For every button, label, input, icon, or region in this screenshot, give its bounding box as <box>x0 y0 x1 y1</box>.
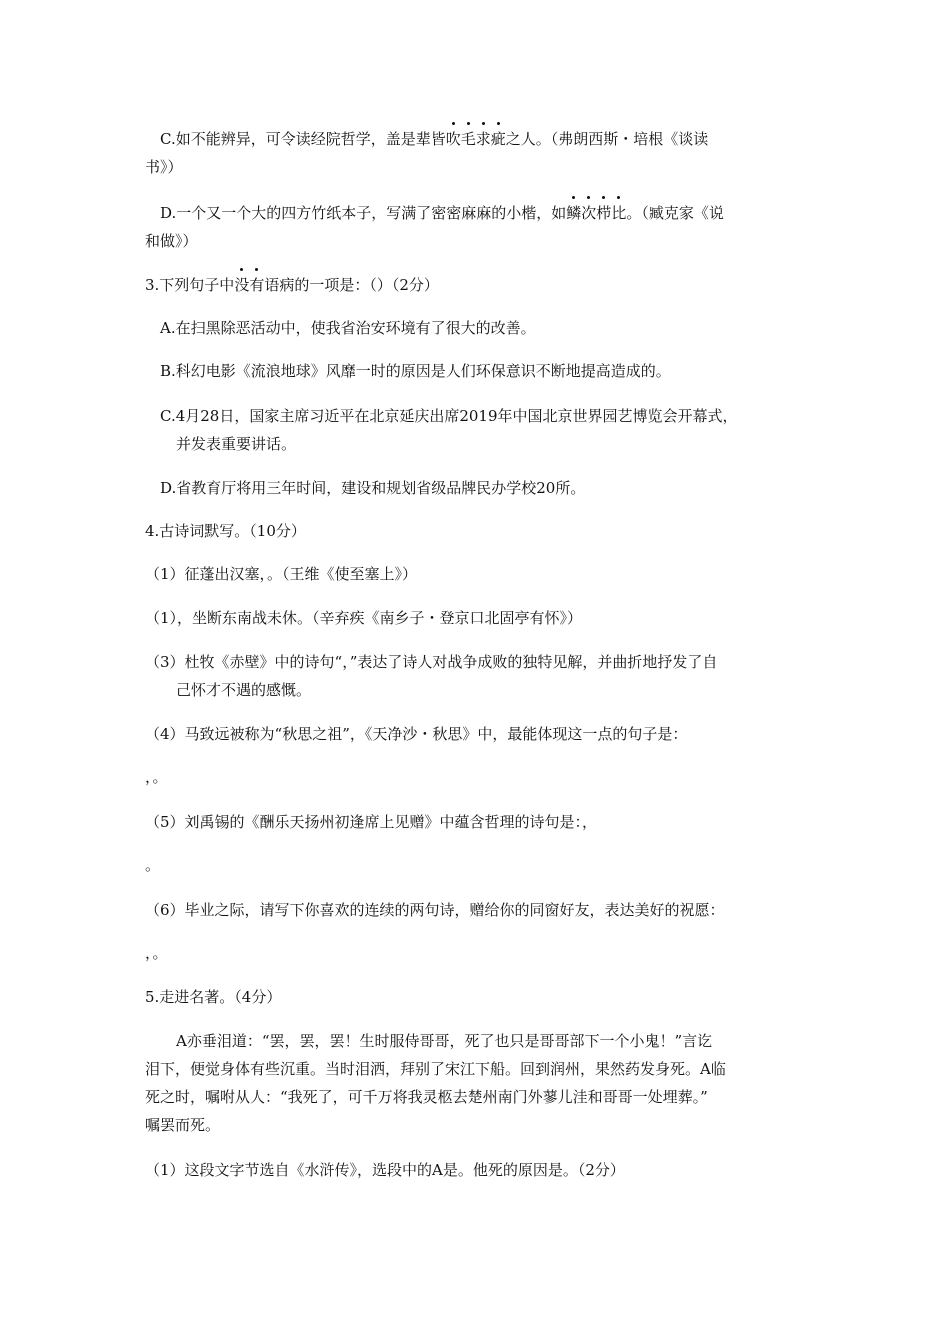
emphasis-char: 吹 <box>446 127 461 151</box>
q2-option-d <box>160 201 724 225</box>
q2-option-c <box>160 127 708 151</box>
q2-option-c-text-pre: C.如不能辨异，可令读经院哲学，盖是辈皆 <box>160 130 446 148</box>
q3-option-a: A.在扫黑除恶活动中，使我省治安环境有了很大的改善。 <box>160 319 536 337</box>
q3-option-b: B.科幻电影《流浪地球》风靡一时的原因是人们环保意识不断地提高造成的。 <box>160 362 671 380</box>
q5-item-1: （1）这段文字节选自《水浒传》，选段中的A是。他死的原因是。（2分） <box>145 1161 625 1179</box>
q4-item-3: （3）杜牧《赤壁》中的诗句“，”表达了诗人对战争成败的独特见解，并曲折地抒发了自 <box>145 653 718 671</box>
emphasis-char: 没 <box>234 273 249 297</box>
q3-option-c: C.4月28日，国家主席习近平在北京延庆出席2019年中国北京世界园艺博览会开幕式， <box>160 407 738 425</box>
emphasis-char: 次 <box>581 201 596 225</box>
q5-passage-line: 泪下，便觉身体有些沉重。当时泪洒，拜别了宋江下船。回到润州，果然药发身死。A临 <box>145 1060 726 1078</box>
q4-item-3-continued: 己怀才不遇的感慨。 <box>176 681 312 699</box>
q4-item-6-continued: ，。 <box>145 944 168 962</box>
q4-item-4-continued: ，。 <box>145 768 168 786</box>
q5-stem: 5.走进名著。（4分） <box>145 988 282 1006</box>
q4-stem: 4.古诗词默写。（10分） <box>145 522 306 540</box>
emphasis-char: 疵 <box>491 127 506 151</box>
emphasis-char: 有 <box>249 273 264 297</box>
emphasis-char: 求 <box>476 127 491 151</box>
q2-option-d-text-post: 。（臧克家《说 <box>626 204 724 222</box>
q4-item-1: （1）征蓬出汉塞，。（王维《使至塞上》） <box>145 565 418 583</box>
emphasis-char: 鳞 <box>566 201 581 225</box>
q5-passage-line: A亦垂泪道：“罢，罢，罢！生时服侍哥哥，死了也只是哥哥部下一个小鬼！”言讫 <box>176 1032 713 1050</box>
q2-option-c-text-post: 之人。（弗朗西斯・培根《谈读 <box>505 130 709 148</box>
emphasis-char: 比 <box>611 201 626 225</box>
q3-stem-post: 语病的一项是：（）（2分） <box>264 276 439 294</box>
q4-item-4: （4）马致远被称为“秋思之祖”，《天净沙・秋思》中，最能体现这一点的句子是： <box>145 725 688 743</box>
emphasis-char: 栉 <box>596 201 611 225</box>
q4-item-5: （5）刘禹锡的《酬乐天扬州初逢席上见赠》中蕴含哲理的诗句是：， <box>145 813 598 831</box>
q2-option-c-continued: 书》） <box>145 158 183 176</box>
q2-option-d-text-pre: D.一个又一个大的四方竹纸本子，写满了密密麻麻的小楷，如 <box>160 204 567 222</box>
emphasis-char: 毛 <box>461 127 476 151</box>
q4-item-5-continued: 。 <box>145 856 161 874</box>
q2-option-d-continued: 和做》） <box>145 232 198 250</box>
q4-item-2: （1），坐断东南战未休。（辛弃疾《南乡子・登京口北固亭有怀》） <box>145 609 583 627</box>
q3-stem <box>145 273 439 297</box>
q3-option-d: D.省教育厅将用三年时间，建设和规划省级品牌民办学校20所。 <box>160 479 586 497</box>
q3-option-c-continued: 并发表重要讲话。 <box>176 435 297 453</box>
q5-passage-line: 死之时，嘱咐从人：“我死了，可千万将我灵柩去楚州南门外蓼儿洼和哥哥一处埋葬。” <box>145 1088 708 1106</box>
q5-passage-line: 嘱罢而死。 <box>145 1116 221 1134</box>
q3-stem-pre: 3.下列句子中 <box>145 276 235 294</box>
q4-item-6: （6）毕业之际，请写下你喜欢的连续的两句诗，赠给你的同窗好友，表达美好的祝愿： <box>145 901 725 919</box>
